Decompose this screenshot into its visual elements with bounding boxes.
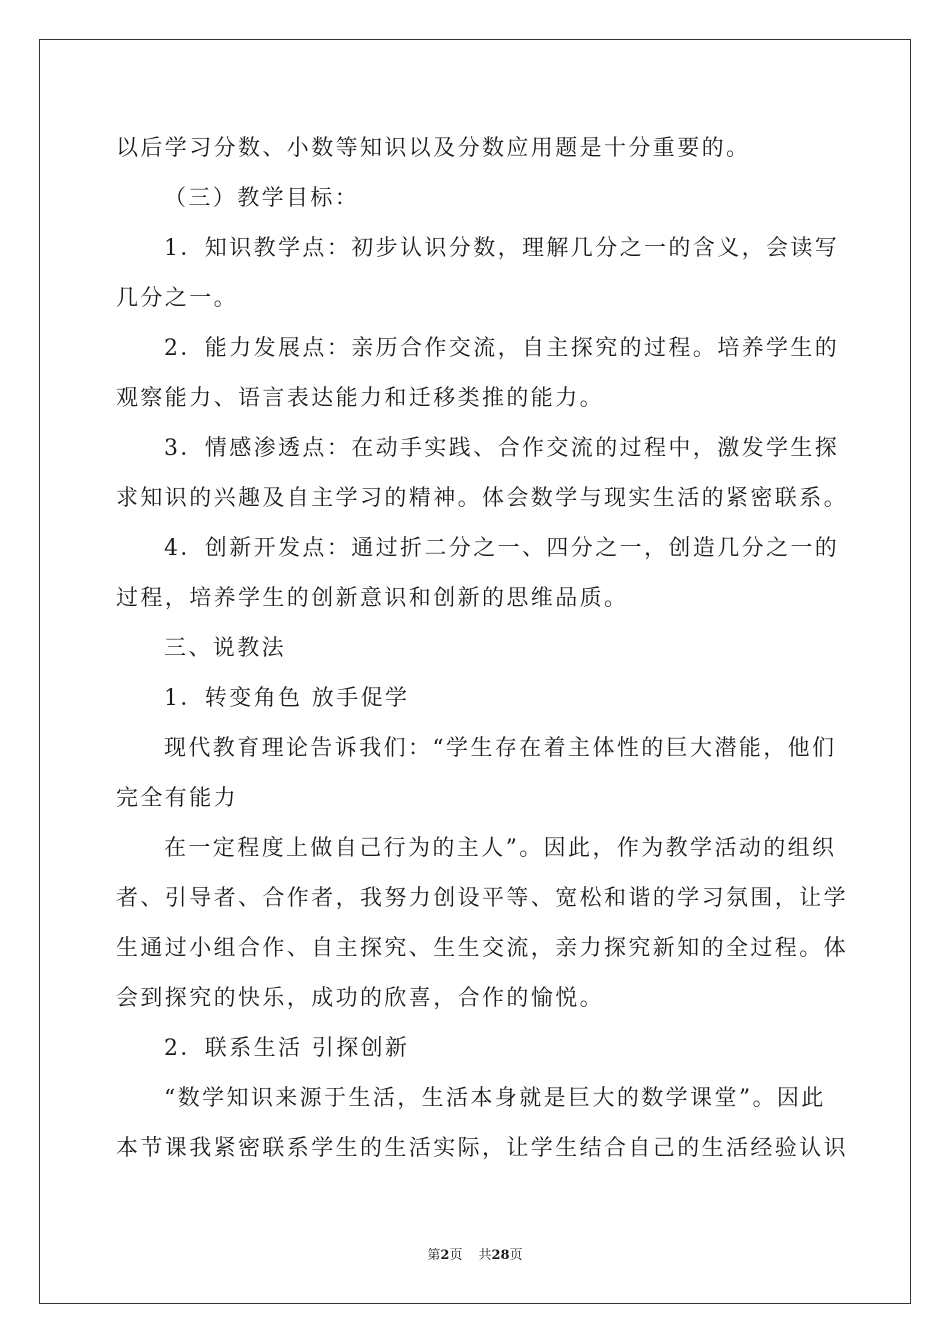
subsection-heading: 1．转变角色 放手促学: [164, 686, 410, 711]
text-line: 过程，培养学生的创新意识和创新的思维品质。: [116, 586, 629, 611]
text-line: 本节课我紧密联系学生的生活实际，让学生结合自己的生活经验认识: [116, 1136, 849, 1161]
text-line: 1．知识教学点：初步认识分数，理解几分之一的含义，会读写: [164, 236, 840, 261]
text-line: 几分之一。: [116, 286, 239, 311]
page-border: [39, 39, 911, 1304]
text-line: 现代教育理论告诉我们：“学生存在着主体性的巨大潜能，他们: [164, 736, 837, 761]
text-line: 求知识的兴趣及自主学习的精神。体会数学与现实生活的紧密联系。: [116, 486, 849, 511]
subsection-heading: 2．联系生活 引探创新: [164, 1036, 410, 1061]
text-line: 2．能力发展点：亲历合作交流，自主探究的过程。培养学生的: [164, 336, 840, 361]
total-prefix: 共: [478, 1248, 492, 1263]
text-line: 4．创新开发点：通过折二分之一、四分之一，创造几分之一的: [164, 536, 840, 561]
text-line: 在一定程度上做自己行为的主人”。因此，作为教学活动的组织: [164, 836, 837, 861]
page-prefix: 第: [427, 1248, 441, 1263]
text-line: 以后学习分数、小数等知识以及分数应用题是十分重要的。: [116, 136, 751, 161]
total-pages: 28: [491, 1248, 510, 1263]
section-heading: （三）教学目标：: [164, 186, 360, 211]
page-footer: [0, 1247, 950, 1265]
text-line: “数学知识来源于生活，生活本身就是巨大的数学课堂”。因此: [164, 1086, 826, 1111]
text-line: 会到探究的快乐，成功的欣喜，合作的愉悦。: [116, 986, 605, 1011]
section-heading: 三、说教法: [164, 636, 287, 661]
page-number: 2: [440, 1248, 450, 1263]
page-suffix: 页: [449, 1248, 463, 1263]
text-line: 者、引导者、合作者，我努力创设平等、宽松和谐的学习氛围，让学: [116, 886, 849, 911]
text-line: 生通过小组合作、自主探究、生生交流，亲力探究新知的全过程。体: [116, 936, 849, 961]
text-line: 观察能力、语言表达能力和迁移类推的能力。: [116, 386, 605, 411]
text-line: 完全有能力: [116, 786, 239, 811]
text-line: 3．情感渗透点：在动手实践、合作交流的过程中，激发学生探: [164, 436, 840, 461]
total-suffix: 页: [509, 1248, 523, 1263]
